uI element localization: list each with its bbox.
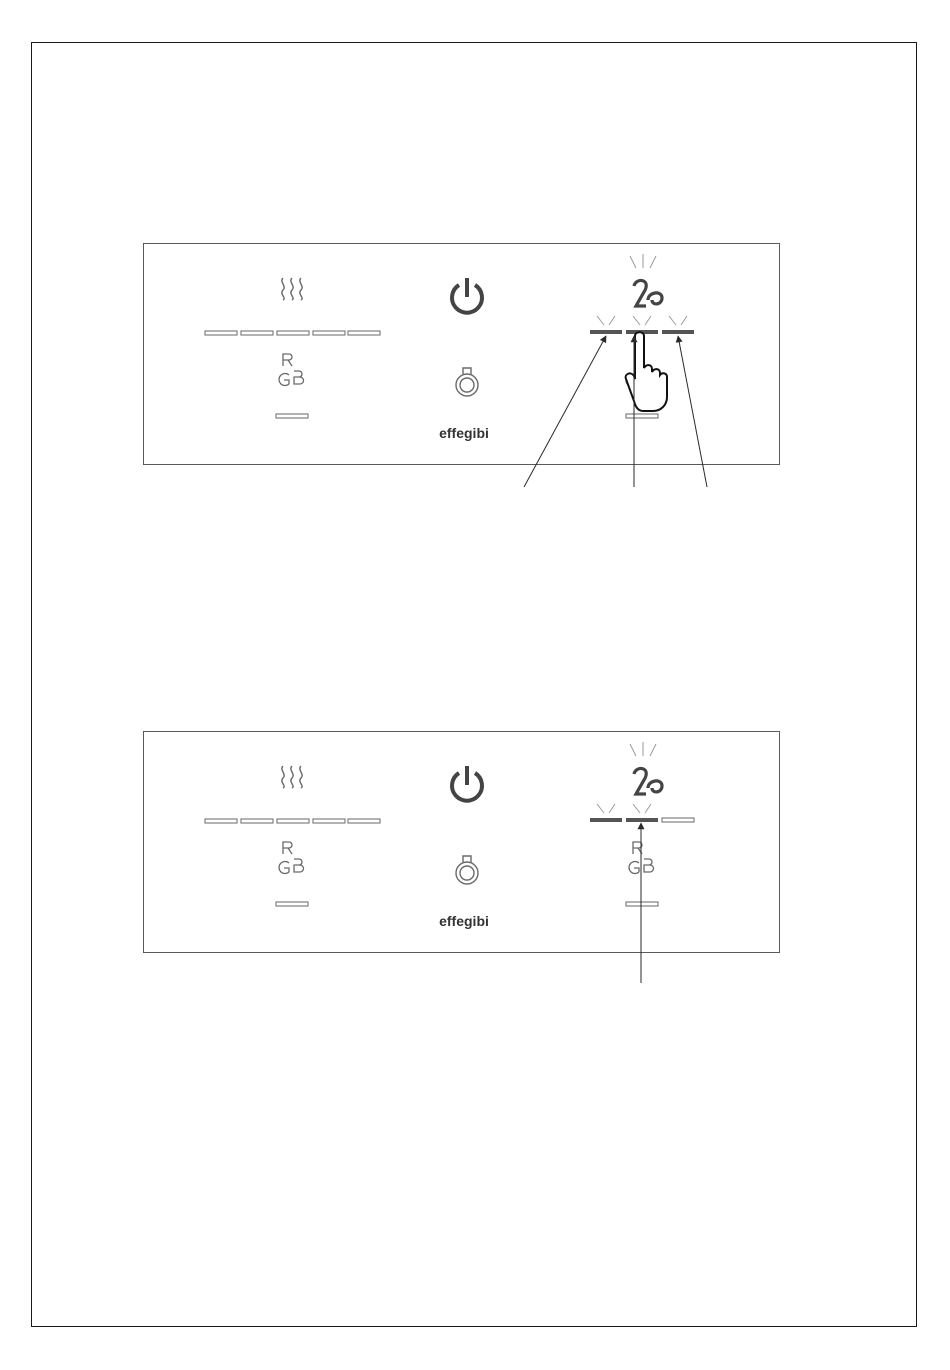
brand-logo: effegibi bbox=[439, 913, 489, 929]
brand-logo: effegibi bbox=[439, 425, 489, 441]
